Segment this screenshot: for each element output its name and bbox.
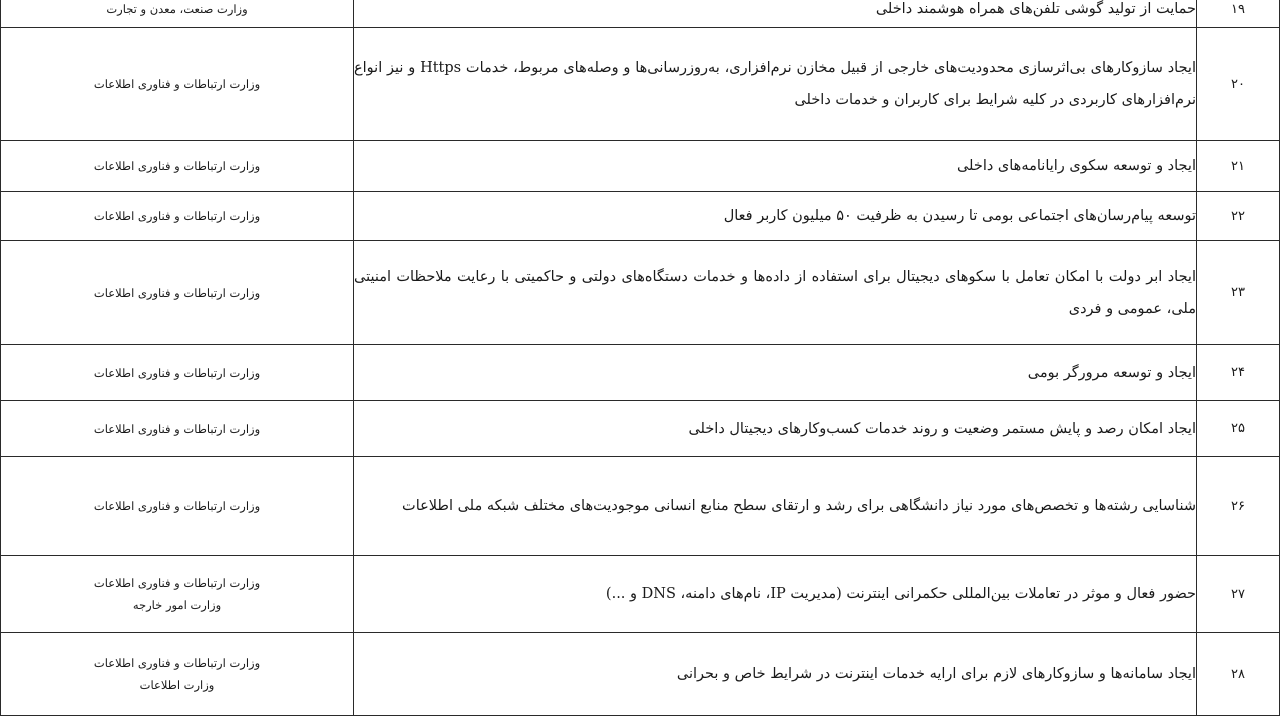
row-description: ایجاد امکان رصد و پایش مستمر وضعیت و روند خدمات کسب‌وکارهای دیجیتال داخلی (354, 401, 1197, 457)
row-description: حضور فعال و موثر در تعاملات بین‌المللی حکمرانی اینترنت (مدیریت IP، نام‌های دامنه، DNS و ...) (354, 556, 1197, 633)
row-number: ۲۰ (1197, 28, 1280, 141)
responsible-agency (1, 345, 354, 401)
agency-name: وزارت ارتباطات و فناوری اطلاعات (93, 576, 261, 590)
responsible-agency (1, 401, 354, 457)
row-description: ایجاد و توسعه سکوی رایانامه‌های داخلی (354, 141, 1197, 192)
table-row (1, 0, 1280, 28)
agency-name: وزارت اطلاعات (139, 678, 215, 692)
row-description: حمایت از تولید گوشی تلفن‌های همراه هوشمند داخلی (354, 0, 1197, 28)
agency-name: وزارت ارتباطات و فناوری اطلاعات (93, 77, 261, 91)
row-number: ۲۵ (1197, 401, 1280, 457)
responsible-agency (1, 457, 354, 556)
responsible-agency (1, 241, 354, 345)
row-description: ایجاد ابر دولت با امکان تعامل با سکوهای دیجیتال برای استفاده از داده‌ها و خدمات دستگاه‌های دولتی و حاکمیتی با رعایت ملاحظات امنیتی ملی، عمومی و فردی (354, 241, 1197, 345)
table-row (1, 633, 1280, 716)
agency-name: وزارت ارتباطات و فناوری اطلاعات (93, 365, 261, 380)
row-number: ۲۶ (1197, 457, 1280, 556)
table-row (1, 457, 1280, 556)
table-row (1, 556, 1280, 633)
agency-name: وزارت امور خارجه (132, 598, 222, 612)
row-description: ایجاد و توسعه مرورگر بومی (354, 345, 1197, 401)
row-number: ۲۳ (1197, 241, 1280, 345)
table-row (1, 345, 1280, 401)
table-row (1, 28, 1280, 141)
table-row (1, 401, 1280, 457)
row-number: ۱۹ (1197, 0, 1280, 28)
table-row (1, 192, 1280, 241)
responsible-agency (1, 28, 354, 141)
row-number: ۲۱ (1197, 141, 1280, 192)
agency-name: وزارت ارتباطات و فناوری اطلاعات (93, 499, 261, 513)
row-description: توسعه پیام‌رسان‌های اجتماعی بومی تا رسیدن به ظرفیت ۵۰ میلیون کاربر فعال (354, 192, 1197, 241)
agency-name: وزارت ارتباطات و فناوری اطلاعات (93, 656, 261, 670)
responsible-agency (1, 141, 354, 192)
agency-name: وزارت ارتباطات و فناوری اطلاعات (93, 159, 261, 173)
agency-name: وزارت ارتباطات و فناوری اطلاعات (93, 421, 261, 436)
table-row (1, 241, 1280, 345)
row-number: ۲۴ (1197, 345, 1280, 401)
responsible-agency (1, 0, 354, 28)
agency-name: وزارت صنعت، معدن و تجارت (106, 2, 248, 16)
row-description: ایجاد سازوکارهای بی‌اثرسازی محدودیت‌های خارجی از قبیل مخازن نرم‌افزاری، به‌روزرسانی‌ها و وصله‌های مربوط، خدمات Https و نیز انواع نرم‌افزارهای کاربردی در کلیه شرایط برای کاربران و خدمات داخلی (354, 28, 1197, 141)
row-description: ایجاد سامانه‌ها و سازوکارهای لازم برای ارایه خدمات اینترنت در شرایط خاص و بحرانی (354, 633, 1197, 716)
table-row (1, 141, 1280, 192)
row-number: ۲۲ (1197, 192, 1280, 241)
row-description: شناسایی رشته‌ها و تخصص‌های مورد نیاز دانشگاهی برای رشد و ارتقای سطح منابع انسانی موجودیت‌های مختلف شبکه ملی اطلاعات (354, 457, 1197, 556)
responsible-agency (1, 556, 354, 633)
responsible-agency (1, 633, 354, 716)
agency-name: وزارت ارتباطات و فناوری اطلاعات (93, 209, 261, 223)
row-number: ۲۷ (1197, 556, 1280, 633)
responsible-agency (1, 192, 354, 241)
agency-name: وزارت ارتباطات و فناوری اطلاعات (93, 285, 261, 300)
row-number: ۲۸ (1197, 633, 1280, 716)
